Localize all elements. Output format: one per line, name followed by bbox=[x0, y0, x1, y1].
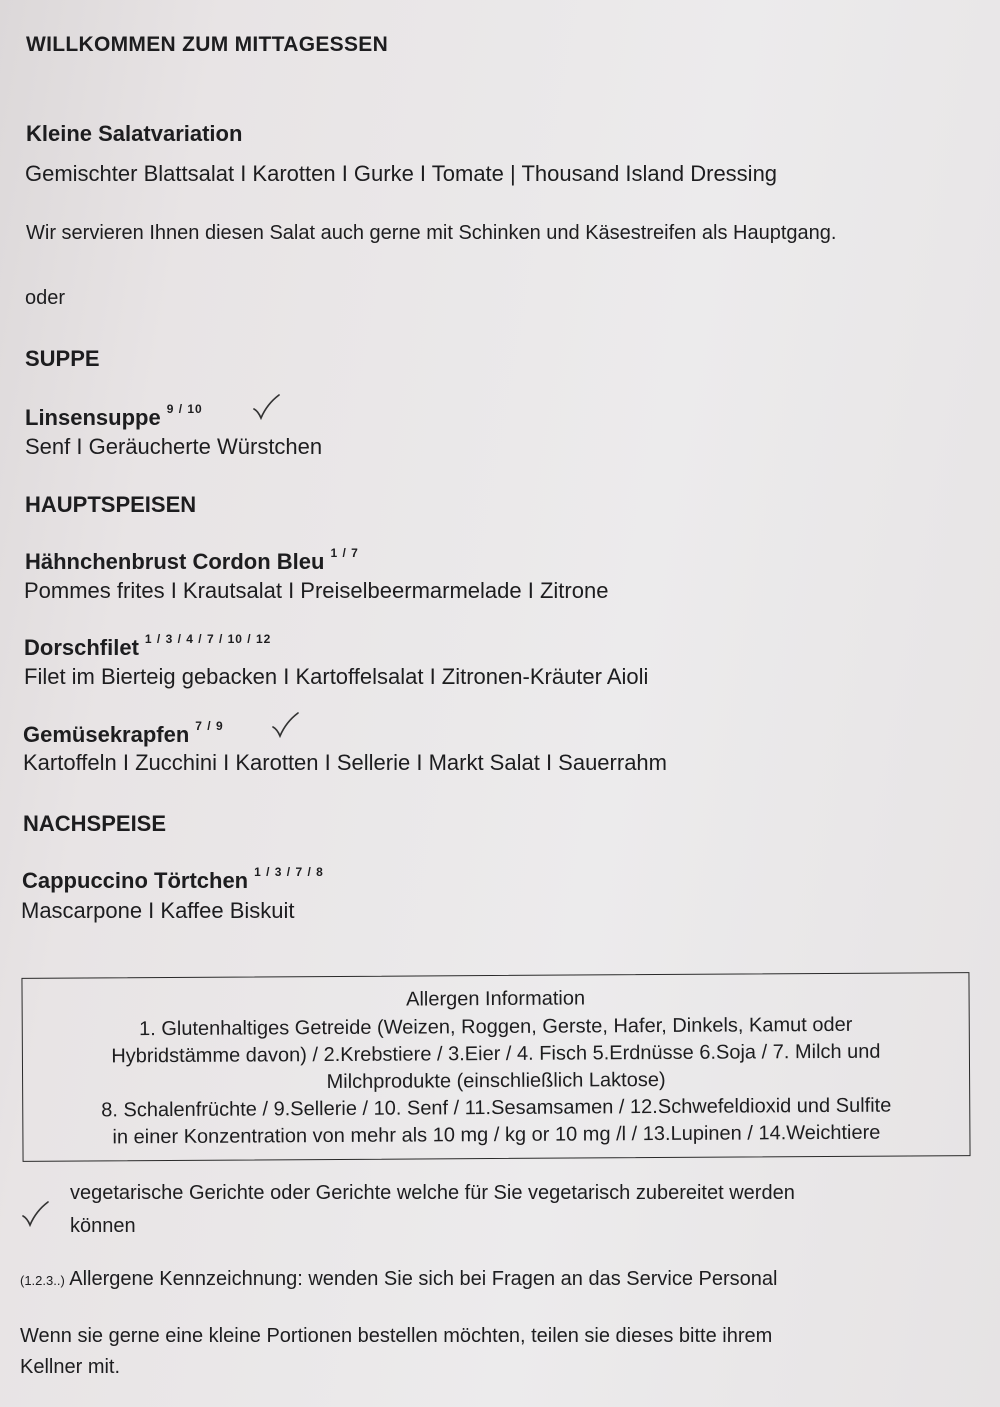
allergen-legend-text: Allergene Kennzeichnung: wenden Sie sich bei Fragen an das Service Personal bbox=[69, 1268, 778, 1290]
allergen-info-line: in einer Konzentration von mehr als 10 mg / kg or 10 mg /l / 13.Lupinen / 14.Weichtiere bbox=[112, 1121, 881, 1149]
main-2-name bbox=[24, 631, 272, 661]
section-soup: SUPPE bbox=[25, 346, 100, 371]
main-1-allergens: 1 / 7 bbox=[330, 545, 359, 560]
dessert-description: Mascarpone I Kaffee Biskuit bbox=[21, 898, 295, 923]
main-2-description: Filet im Bierteig gebacken I Kartoffelsalat I Zitronen-Kräuter Aioli bbox=[24, 664, 649, 689]
legend-allergen bbox=[20, 1268, 777, 1291]
dessert-allergens: 1 / 3 / 7 / 8 bbox=[254, 864, 324, 879]
main-3-name-label: Gemüsekrapfen bbox=[23, 722, 190, 747]
or-text: oder bbox=[25, 287, 66, 309]
main-1-name-label: Hähnchenbrust Cordon Bleu bbox=[25, 549, 325, 574]
soup-name bbox=[25, 401, 203, 431]
soup-name-label: Linsensuppe bbox=[25, 405, 161, 430]
main-1-description: Pommes frites I Krautsalat I Preiselbeermarmelade I Zitrone bbox=[24, 578, 609, 603]
section-mains: HAUPTSPEISEN bbox=[25, 492, 197, 517]
dessert-name bbox=[22, 864, 324, 894]
checkmark-icon bbox=[20, 1199, 50, 1229]
main-3-name bbox=[23, 718, 224, 748]
allergen-marker: (1.2.3..) bbox=[20, 1273, 65, 1288]
checkmark-icon bbox=[251, 392, 281, 422]
portion-note-line2: Kellner mit. bbox=[20, 1356, 121, 1378]
allergen-info-box bbox=[21, 972, 970, 1162]
main-3-description: Kartoffeln I Zucchini I Karotten I Sellerie I Markt Salat I Sauerrahm bbox=[23, 750, 667, 775]
checkmark-icon bbox=[270, 710, 300, 740]
legend-vegetarian-line2: können bbox=[70, 1215, 136, 1237]
soup-allergens: 9 / 10 bbox=[166, 401, 203, 416]
allergen-info-title: Allergen Information bbox=[406, 987, 586, 1011]
page-title: WILLKOMMEN ZUM MITTAGESSEN bbox=[26, 33, 389, 56]
main-3-allergens: 7 / 9 bbox=[195, 718, 224, 733]
dessert-name-label: Cappuccino Törtchen bbox=[22, 868, 249, 893]
salad-note: Wir servieren Ihnen diesen Salat auch gerne mit Schinken und Käsestreifen als Hauptgang. bbox=[26, 222, 837, 244]
allergen-info-line: 1. Glutenhaltiges Getreide (Weizen, Roggen, Gerste, Hafer, Dinkels, Kamut oder bbox=[139, 1013, 853, 1041]
main-1-name bbox=[25, 545, 359, 575]
allergen-info-line: Hybridstämme davon) / 2.Krebstiere / 3.Eier / 4. Fisch 5.Erdnüsse 6.Soja / 7. Milch und bbox=[111, 1040, 881, 1068]
soup-description: Senf I Geräucherte Würstchen bbox=[25, 434, 323, 459]
salad-description: Gemischter Blattsalat I Karotten I Gurke I Tomate | Thousand Island Dressing bbox=[25, 161, 778, 186]
main-2-allergens: 1 / 3 / 4 / 7 / 10 / 12 bbox=[144, 631, 272, 646]
allergen-info-line: Milchprodukte (einschließlich Laktose) bbox=[326, 1068, 666, 1094]
legend-vegetarian-line1: vegetarische Gerichte oder Gerichte welche für Sie vegetarisch zubereitet werden bbox=[70, 1182, 795, 1204]
main-2-name-label: Dorschfilet bbox=[24, 635, 139, 660]
section-dessert: NACHSPEISE bbox=[23, 811, 167, 836]
allergen-info-line: 8. Schalenfrüchte / 9.Sellerie / 10. Senf / 11.Sesamsamen / 12.Schwefeldioxid und Sulfite bbox=[101, 1094, 892, 1122]
portion-note-line1: Wenn sie gerne eine kleine Portionen bestellen möchten, teilen sie dieses bitte ihrem bbox=[20, 1325, 773, 1347]
salad-name: Kleine Salatvariation bbox=[26, 121, 243, 146]
